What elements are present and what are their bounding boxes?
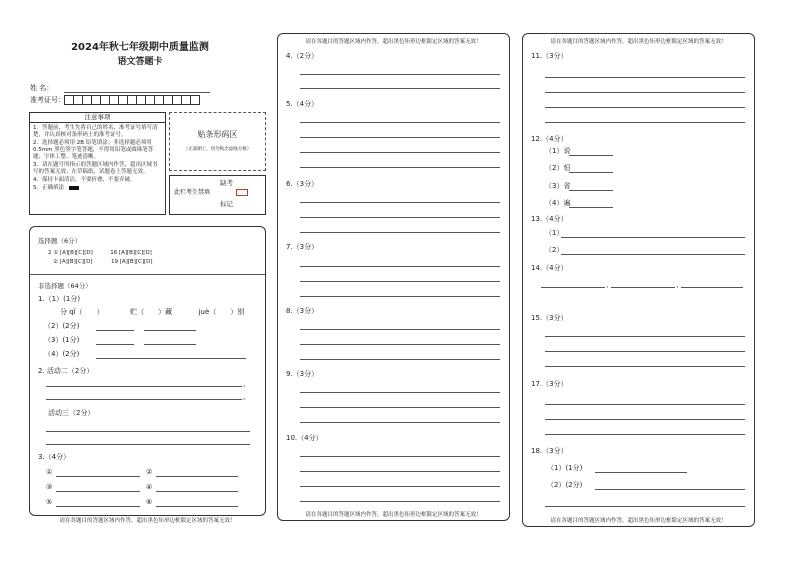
answer-sheet-subtitle: 语文答题卡	[117, 57, 163, 67]
ticket-number-boxes[interactable]	[64, 95, 199, 105]
answer-line[interactable]	[611, 287, 675, 288]
answer-line[interactable]	[545, 77, 745, 78]
q18-item-2: （2）(2分)	[547, 481, 583, 489]
note-item-1: 1．答题前，考生先将自己的姓名、准考证号填写清楚，并认真核对条形码上的准考证号。	[33, 125, 158, 138]
answer-line[interactable]	[545, 122, 745, 123]
absent-mark-label: 标记	[220, 200, 233, 208]
col1-footer: 请在各题目的答题区域内作答，超出黑色矩形边框限定区域的答案无效！	[59, 518, 236, 524]
answer-line[interactable]	[300, 232, 500, 233]
barcode-hint: （正面朝上，切勿贴出虚线方框）	[183, 147, 252, 152]
answer-line[interactable]	[144, 344, 196, 345]
divider	[30, 274, 265, 275]
answer-sheet-title: 2024年秋七年级期中质量监测	[71, 42, 209, 53]
answer-line[interactable]	[300, 329, 500, 330]
q7-label: 7.（3分）	[286, 243, 319, 251]
col3-header: 请在各题目的答题区域内作答，超出黑色矩形边框限定区域的答案无效！	[550, 39, 727, 45]
answer-line[interactable]	[561, 254, 745, 255]
answer-frame-1	[29, 226, 266, 516]
answer-line[interactable]	[300, 456, 500, 457]
answer-line[interactable]	[156, 491, 238, 492]
answer-frame-3	[522, 33, 755, 527]
answer-line[interactable]	[545, 419, 745, 420]
mc-q-label: ②	[53, 259, 58, 265]
answer-line[interactable]	[545, 506, 745, 507]
mc-options[interactable]: [A][B][C][D]	[59, 259, 93, 265]
q2-label: 2. 活动二（2分）	[38, 367, 94, 375]
answer-line[interactable]	[545, 107, 745, 108]
mc-q-label: 19	[110, 259, 118, 265]
answer-line[interactable]	[300, 486, 500, 487]
mc-section-title: 选择题（6分）	[38, 237, 82, 245]
answer-line[interactable]	[46, 431, 250, 432]
answer-line[interactable]	[96, 330, 134, 331]
answer-line[interactable]	[300, 266, 500, 267]
q6-label: 6.（3分）	[286, 180, 319, 188]
mc-options[interactable]: [A][B][C][D]	[119, 259, 153, 265]
q1-pinyin-row: 分 qǐ（ ） 贮（ ）藏 juè（ ）别	[60, 308, 245, 316]
answer-line[interactable]	[300, 407, 500, 408]
q18-item-1: （1）(1分)	[547, 464, 583, 472]
q5-label: 5.（4分）	[286, 100, 319, 108]
q13-label: 13.（4分）	[531, 215, 568, 223]
q4-label: 4.（2分）	[286, 52, 319, 60]
q2-period: 。	[243, 393, 250, 401]
answer-line[interactable]	[46, 399, 242, 400]
answer-line[interactable]	[300, 88, 500, 89]
answer-line[interactable]	[300, 392, 500, 393]
answer-frame-2	[277, 33, 510, 521]
mc-options[interactable]: [A][B][C][D]	[59, 250, 93, 256]
q15-label: 15.（3分）	[531, 314, 568, 322]
q12-item-3: （3）省	[545, 182, 571, 190]
note-item-3: 3．请在题号所指示的答题区域内作答，超出区域书写的答案无效；在草稿纸、试题卷上答题无效。	[33, 162, 158, 175]
answer-line[interactable]	[300, 167, 500, 168]
q12-item-1: （1）说	[545, 147, 571, 155]
answer-line[interactable]	[300, 501, 500, 502]
answer-line[interactable]	[569, 190, 613, 191]
absent-box	[169, 175, 266, 215]
q11-label: 11.（3分）	[531, 52, 568, 60]
answer-line[interactable]	[56, 506, 140, 507]
q13-item-2: （2）	[545, 246, 564, 254]
answer-line[interactable]	[56, 476, 140, 477]
q9-label: 9.（3分）	[286, 370, 319, 378]
q3-mark-3: ③	[46, 483, 53, 491]
answer-line[interactable]	[300, 296, 500, 297]
answer-line[interactable]	[300, 202, 500, 203]
q12-item-4: （4）遍	[545, 199, 571, 207]
absent-title: 缺考	[220, 179, 233, 187]
filled-bubble-sample	[69, 186, 79, 190]
answer-line[interactable]	[595, 489, 745, 490]
answer-line[interactable]	[96, 358, 246, 359]
col2-header: 请在各题目的答题区域内作答，超出黑色矩形边框限定区域的答案无效！	[305, 39, 482, 45]
q1-label: 1.（1）(1分)	[38, 295, 81, 303]
q3-label: 3.（4分）	[38, 453, 71, 461]
q2b-label: 活动三（2分）	[48, 409, 95, 417]
q2-comma: ，	[243, 380, 250, 388]
mc-q-label: 16	[110, 250, 118, 256]
q3-mark-6: ⑥	[146, 498, 153, 506]
answer-line[interactable]	[545, 404, 745, 405]
ticket-number-label: 准考证号：	[30, 96, 65, 104]
answer-line[interactable]	[300, 471, 500, 472]
answer-line[interactable]	[96, 344, 134, 345]
answer-line[interactable]	[300, 359, 500, 360]
answer-line[interactable]	[569, 155, 613, 156]
q18-label: 18.（3分）	[531, 447, 568, 455]
answer-line[interactable]	[545, 434, 745, 435]
answer-line[interactable]	[545, 336, 745, 337]
q1-3-label: （3）(1分)	[44, 336, 80, 344]
answer-line[interactable]	[56, 491, 140, 492]
nmc-section-title: 非选择题（64分）	[38, 282, 92, 290]
answer-line[interactable]	[545, 351, 745, 352]
q3-mark-5: ⑤	[46, 498, 53, 506]
answer-line[interactable]	[156, 476, 238, 477]
answer-line[interactable]	[300, 281, 500, 282]
q14-sep-1: 、	[606, 281, 613, 289]
answer-line[interactable]	[569, 207, 613, 208]
answer-line[interactable]	[300, 122, 500, 123]
answer-line[interactable]	[300, 422, 500, 423]
q14-label: 14.（4分）	[531, 264, 568, 272]
note-item-5-row	[30, 184, 165, 192]
absent-label: 此栏考生禁填	[174, 189, 211, 196]
barcode-title: 贴条形码区	[197, 130, 238, 139]
q17-label: 17.（3分）	[531, 380, 568, 388]
notes-box	[29, 112, 166, 215]
answer-line[interactable]	[156, 506, 238, 507]
mc-q-label: 2 ①	[48, 250, 59, 256]
q3-mark-1: ①	[46, 468, 53, 476]
q12-item-2: （2）恒	[545, 164, 571, 172]
q1-4-label: （4）(2分)	[44, 350, 80, 358]
q12-label: 12.（4分）	[531, 135, 568, 143]
answer-line[interactable]	[545, 92, 745, 93]
answer-line[interactable]	[541, 287, 605, 288]
note-item-5: 5．正确填涂	[33, 185, 64, 191]
answer-line[interactable]	[300, 152, 500, 153]
q14-sep-2: 、	[676, 281, 683, 289]
q3-mark-4: ④	[146, 483, 153, 491]
answer-line[interactable]	[595, 472, 687, 473]
barcode-area	[169, 112, 266, 171]
q1-2-label: （2）(2分)	[44, 322, 80, 330]
name-label: 姓 名：	[30, 84, 54, 92]
mc-row-2[interactable]	[53, 258, 153, 267]
q3-mark-2: ②	[146, 468, 153, 476]
answer-line[interactable]	[144, 330, 196, 331]
q10-label: 10.（4分）	[286, 434, 323, 442]
answer-line[interactable]	[300, 344, 500, 345]
absent-mark-box[interactable]	[236, 189, 248, 196]
mc-row-1[interactable]	[48, 249, 152, 258]
mc-options[interactable]: [A][B][C][D]	[118, 250, 152, 256]
col3-footer: 请在各题目的答题区域内作答，超出黑色矩形边框限定区域的答案无效！	[550, 518, 727, 524]
answer-line[interactable]	[46, 386, 242, 387]
notes-title: 注意事项	[30, 113, 165, 123]
answer-line[interactable]	[46, 444, 250, 445]
answer-line[interactable]	[300, 217, 500, 218]
note-item-2: 2．选择题必须用 2B 铅笔填涂；非选择题必须用 0.5mm 黑色签字笔答题，不得用铅笔或圆珠笔答题；字体工整、笔迹清晰。	[33, 140, 154, 160]
answer-line[interactable]	[300, 74, 500, 75]
note-item-4: 4．保持卡面清洁，不要折叠、不要弄破。	[33, 177, 136, 183]
answer-line[interactable]	[561, 237, 745, 238]
q13-item-1: （1）	[545, 229, 564, 237]
name-field[interactable]	[64, 92, 210, 93]
answer-line[interactable]	[545, 366, 745, 367]
answer-line[interactable]	[300, 137, 500, 138]
col2-footer: 请在各题目的答题区域内作答，超出黑色矩形边框限定区域的答案无效！	[305, 512, 482, 518]
q8-label: 8.（3分）	[286, 307, 319, 315]
answer-line[interactable]	[681, 287, 743, 288]
answer-line[interactable]	[569, 172, 613, 173]
